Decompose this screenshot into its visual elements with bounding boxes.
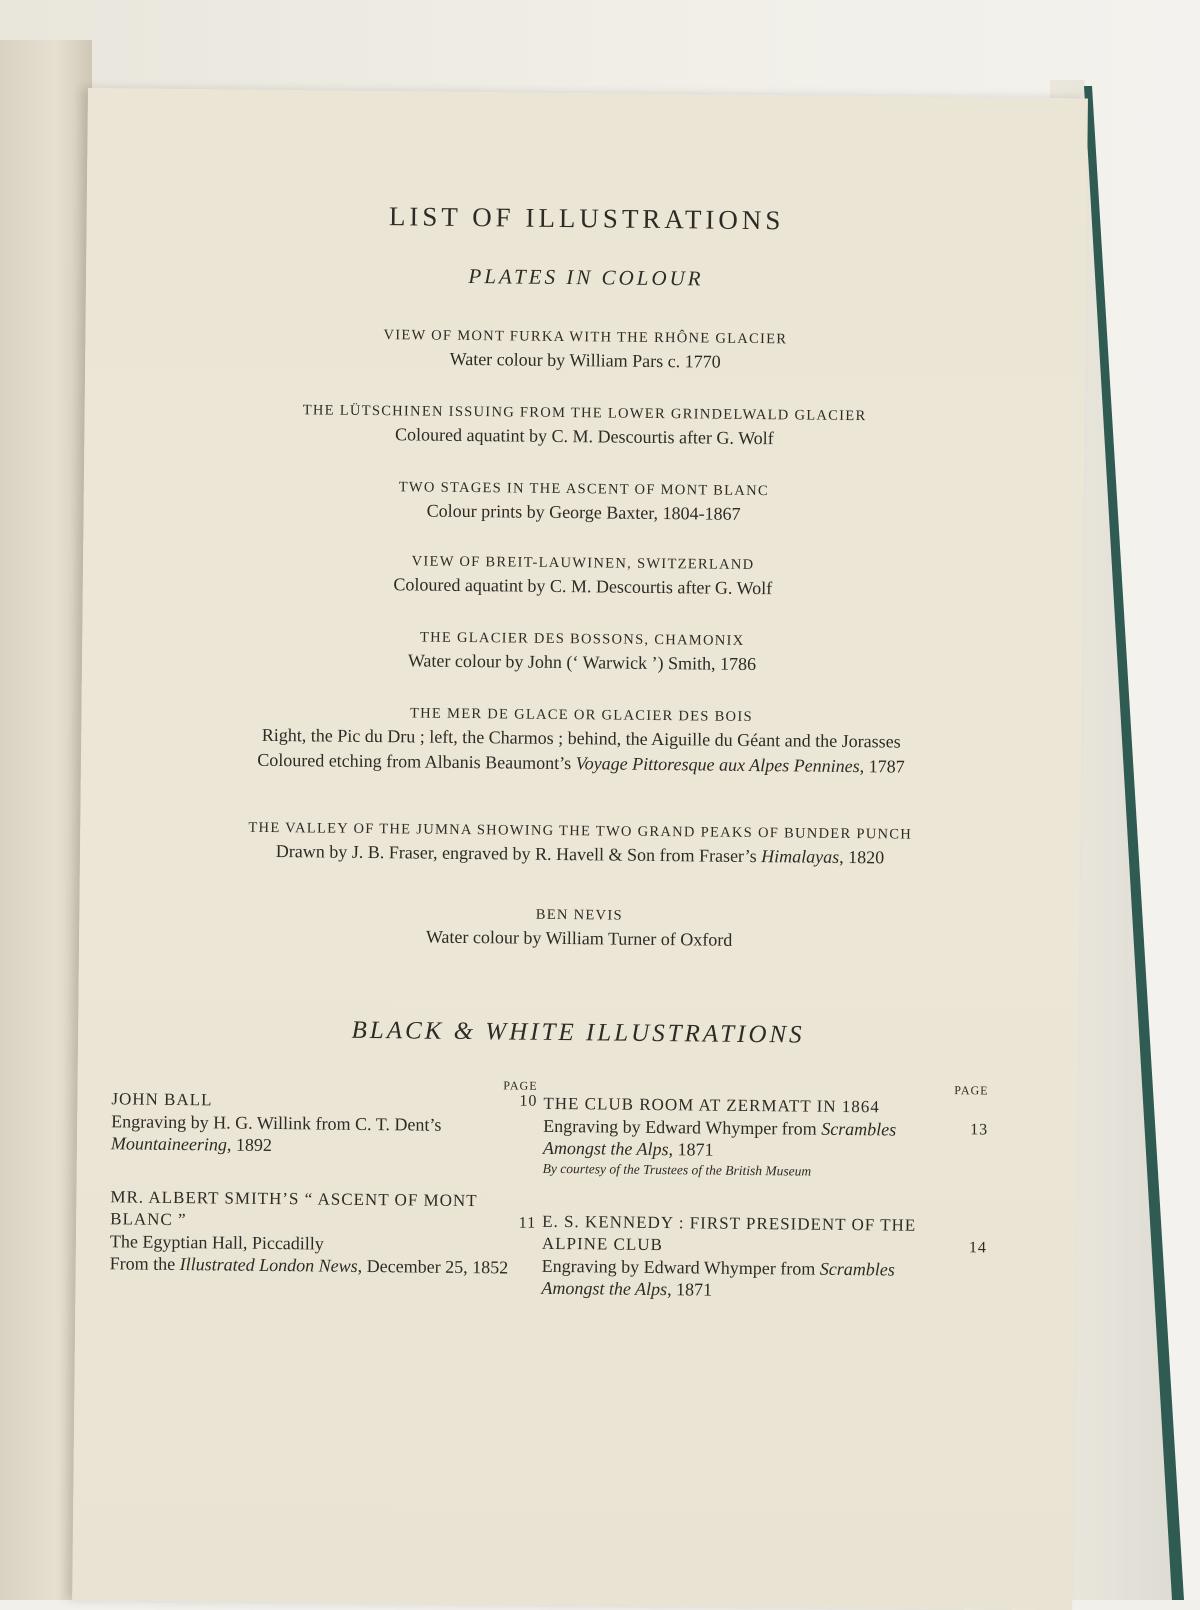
plate-description: Coloured aquatint by C. M. Descourtis after G. Wolf [394, 424, 774, 449]
plate-title: THE GLACIER DES BOSSONS, CHAMONIX [419, 629, 745, 649]
bw-entry-page: 11 [518, 1214, 537, 1232]
bw-entry [109, 1186, 537, 1278]
plate-entry [79, 902, 1079, 954]
bw-entry [542, 1093, 989, 1183]
plate-title: THE LÜTSCHINEN ISSUING FROM THE LOWER GRINDELWALD GLACIER [302, 402, 867, 425]
page-column-label: PAGE [954, 1083, 989, 1098]
bw-entry-description: The Egyptian Hall, Piccadilly [109, 1231, 324, 1254]
plates-heading: PLATES IN COLOUR [468, 263, 704, 291]
bw-right-column [541, 1083, 989, 1335]
bw-entry-page: 13 [970, 1121, 989, 1139]
plate-description: Colour prints by George Baxter, 1804-1867 [426, 500, 741, 524]
plate-description: Right, the Pic du Dru ; left, the Charmos ; behind, the Aiguille du Géant and the Jorasses [261, 724, 901, 752]
plate-entry [81, 702, 1082, 779]
plate-entry [83, 550, 1083, 602]
plate-title: THE MER DE GLACE OR GLACIER DES BOIS [409, 705, 753, 725]
plate-title: BEN NEVIS [535, 906, 623, 924]
plate-title: VIEW OF BREIT-LAUWINEN, SWITZERLAND [411, 553, 755, 574]
bw-entry-description: Engraving by H. G. Willink from C. T. Dent’s Mountaineering, 1892 [110, 1111, 442, 1155]
bw-entry-source: From the Illustrated London News, December 25, 1852 [109, 1253, 509, 1278]
plate-description: Drawn by J. B. Fraser, engraved by R. Havell & Son from Fraser’s Himalayas, 1820 [275, 841, 885, 868]
page-column-label: PAGE [503, 1078, 538, 1093]
plate-description: Water colour by William Pars c. 1770 [449, 348, 721, 372]
bw-heading: BLACK & WHITE ILLUSTRATIONS [351, 1016, 805, 1049]
bw-entry [110, 1088, 538, 1158]
plate-description-secondary: Coloured etching from Albanis Beaumont’s Voyage Pittoresque aux Alpes Pennines, 1787 [257, 749, 905, 777]
bw-entry-page: 10 [519, 1092, 538, 1110]
plate-entry [82, 626, 1082, 678]
page-title: LIST OF ILLUSTRATIONS [388, 201, 785, 236]
plate-title: TWO STAGES IN THE ASCENT OF MONT BLANC [398, 479, 769, 500]
plate-entry [84, 400, 1084, 452]
bw-left-column [109, 1078, 538, 1310]
bw-entry-title: JOHN BALL [111, 1089, 213, 1110]
plate-entry [80, 818, 1080, 870]
plate-description: Water colour by John (‘ Warwick ’) Smith, 1786 [407, 650, 757, 675]
bw-entry-title: MR. ALBERT SMITH’S “ ASCENT OF MONT BLANC ” [110, 1187, 478, 1230]
bw-entry [541, 1211, 987, 1303]
bw-entry-credit: By courtesy of the Trustees of the British Museum [542, 1160, 812, 1179]
plate-title: THE VALLEY OF THE JUMNA SHOWING THE TWO GRAND PEAKS OF BUNDER PUNCH [248, 819, 913, 843]
plate-entry [85, 324, 1085, 376]
plate-title: VIEW OF MONT FURKA WITH THE RHÔNE GLACIER [383, 327, 788, 348]
plate-description: Water colour by William Turner of Oxford [425, 926, 733, 950]
bw-entry-title: E. S. KENNEDY : FIRST PRESIDENT OF THE ALPINE CLUB [541, 1211, 917, 1255]
bw-entry-title: THE CLUB ROOM AT ZERMATT IN 1864 [543, 1093, 880, 1117]
bw-entry-description: Engraving by Edward Whymper from Scrambles Amongst the Alps, 1871 [541, 1255, 895, 1300]
plate-description: Coloured aquatint by C. M. Descourtis after G. Wolf [393, 574, 773, 599]
bw-entry-description: Engraving by Edward Whymper from Scrambles Amongst the Alps, 1871 [542, 1115, 897, 1160]
book-page [72, 88, 1088, 1610]
plate-entry [83, 476, 1083, 528]
bw-entry-page: 14 [968, 1239, 987, 1257]
